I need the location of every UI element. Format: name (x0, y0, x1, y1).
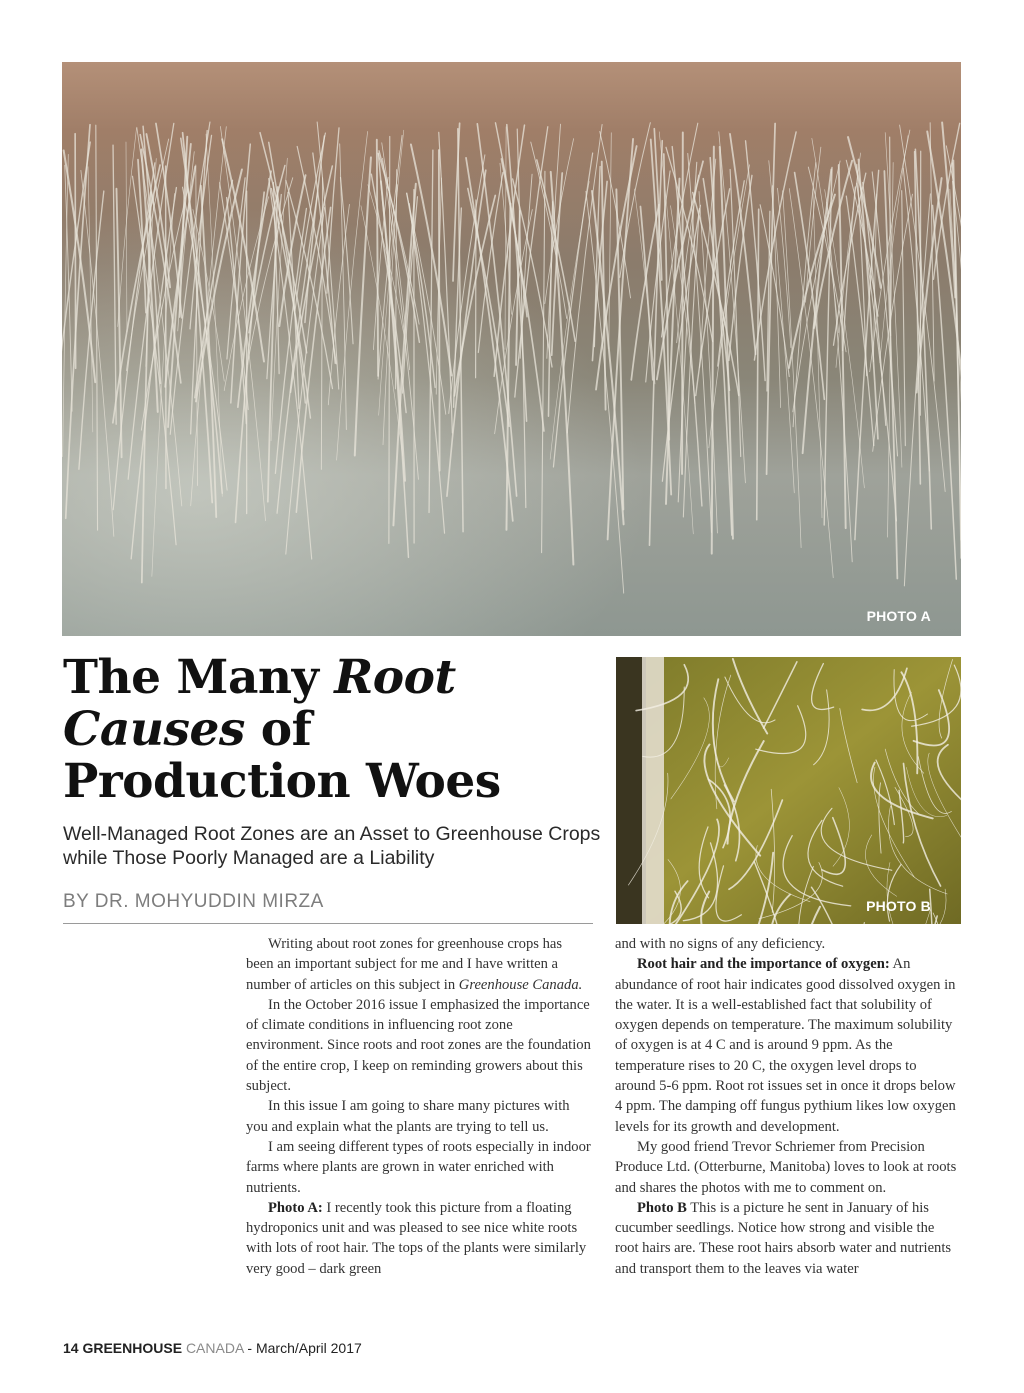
seedling-photo-image (616, 657, 961, 924)
paragraph: In the October 2016 issue I emphasized the importance of climate conditions in influencing root zone environment. Since roots and root zones are the foundation of the entire crop, I keep on reminding growers about this subject. (246, 996, 591, 1095)
divider (63, 923, 593, 924)
paragraph: In this issue I am going to share many pictures with you and explain what the plants are trying to tell us. (246, 1098, 570, 1135)
page-footer (63, 1340, 362, 1356)
brand-canada: CANADA (185, 1340, 244, 1356)
title-part1: The Many (63, 650, 335, 705)
title-part2: of Production Woes (63, 702, 501, 809)
paragraph: Photo B This is a picture he sent in January of his cucumber seedlings. Notice how strong and visible the root hairs are. These root hairs absorb water and nutrients and transport them to the leaves via water (615, 1199, 952, 1277)
paragraph: I am seeing different types of roots especially in indoor farms where plants are grown in water enriched with nutrients. (246, 1138, 591, 1196)
article-column-2 (615, 934, 960, 1279)
paragraph: Root hair and the importance of oxygen: An abundance of root hair indicates good dissolved oxygen in the water. It is a well-established fact that solubility of oxygen depends on temperature. The maximum solubility of oxygen is at 4 C and is around 9 ppm. As the temperature rises to 20 C, the oxygen level drops to around 5-6 ppm. Root rot issues set in once it drops below 4 ppm. The damping off fungus pythium likes low oxygen levels for its growth and development. (615, 956, 956, 1135)
paragraph: and with no signs of any deficiency. (615, 936, 826, 952)
title-italic: Root Causes (63, 650, 456, 757)
article-subtitle: Well-Managed Root Zones are an Asset to Greenhouse Crops while Those Poorly Managed are a Liability (63, 823, 601, 869)
paragraph: My good friend Trevor Schriemer from Precision Produce Ltd. (Otterburne, Manitoba) loves to look at roots and shares the photos with me to comment on. (615, 1138, 957, 1196)
byline: BY DR. MOHYUDDIN MIRZA (63, 891, 324, 912)
photo-b (616, 657, 961, 924)
paragraph: Photo A: I recently took this picture from a floating hydroponics unit and was pleased to see nice white roots with lots of root hair. The tops of the plants were similarly very good – dark green (246, 1199, 587, 1277)
brand-greenhouse: GREENHOUSE (82, 1340, 183, 1356)
paragraph: Writing about root zones for greenhouse crops has been an important subject for me and I have written a number of articles on this subject in Greenhouse Canada. (246, 936, 583, 993)
photo-b-label: PHOTO B (866, 898, 931, 914)
issue-date: - March/April 2017 (243, 1340, 362, 1356)
photo-a-label: PHOTO A (866, 608, 931, 624)
root-photo-image (62, 62, 961, 636)
photo-a (62, 62, 961, 636)
article-title (63, 652, 583, 808)
page-number: 14 (63, 1340, 79, 1356)
article-column-1 (246, 934, 591, 1279)
